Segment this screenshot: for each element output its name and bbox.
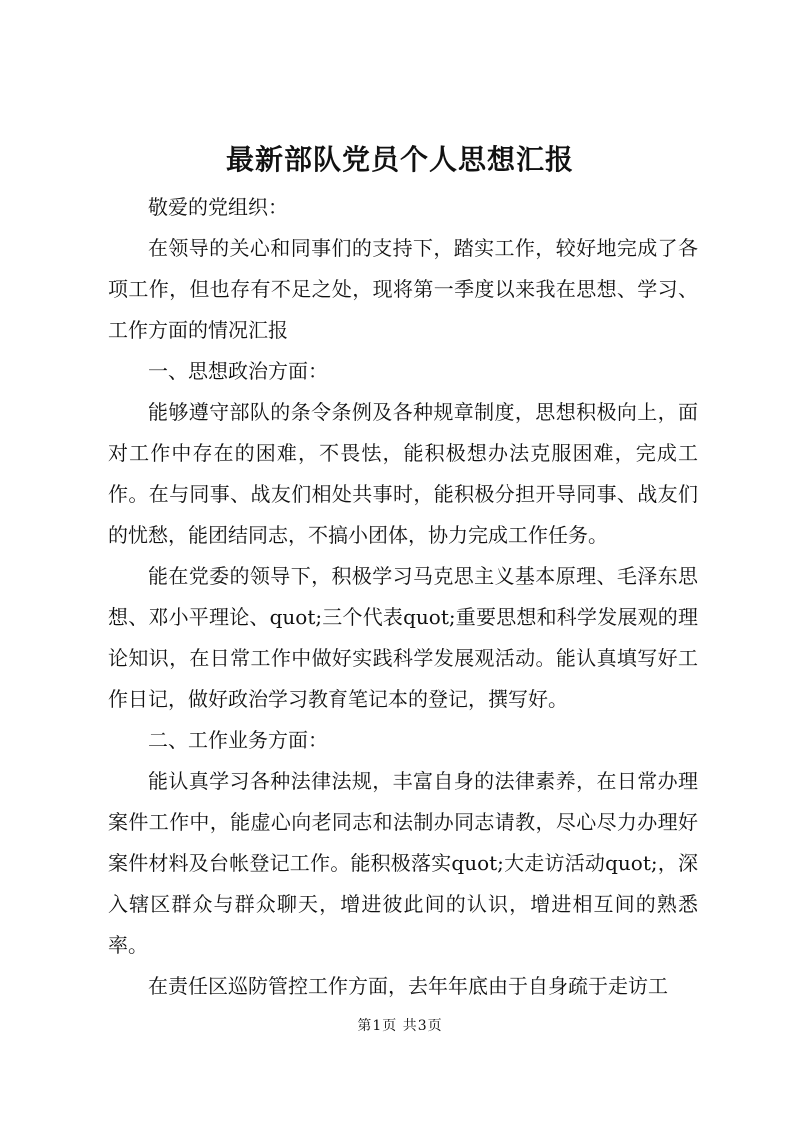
salutation: 敬爱的党组织： — [148, 195, 288, 219]
document-body — [108, 187, 698, 1007]
section-heading-2: 二、工作业务方面： — [148, 728, 328, 752]
paragraph: 在责任区巡防管控工作方面，去年年底由于自身疏于走访工 — [148, 974, 668, 998]
document-title: 最新部队党员个人思想汇报 — [225, 143, 574, 176]
page-footer: 第1页 共3页 — [357, 1018, 443, 1034]
section-heading-1: 一、思想政治方面： — [148, 359, 328, 383]
intro-paragraph: 在领导的关心和同事们的支持下，踏实工作，较好地完成了各项工作，但也存有不足之处，现将第一季度以来我在思想、学习、工作方面的情况汇报 — [108, 236, 698, 342]
paragraph: 能在党委的领导下，积极学习马克思主义基本原理、毛泽东思想、邓小平理论、quot;三个代表quot;重要思想和科学发展观的理论知识，在日常工作中做好实践科学发展观活动。能认真填写好工作日记，做好政治学习教育笔记本的登记，撰写好。 — [108, 564, 698, 711]
paragraph: 能认真学习各种法律法规，丰富自身的法律素养，在日常办理案件工作中，能虚心向老同志和法制办同志请教，尽心尽力办理好案件材料及台帐登记工作。能积极落实quot;大走访活动quot;，深入辖区群众与群众聊天，增进彼此间的认识，增进相互间的熟悉率。 — [108, 769, 698, 957]
paragraph: 能够遵守部队的条令条例及各种规章制度，思想积极向上，面对工作中存在的困难，不畏怯，能积极想办法克服困难，完成工作。在与同事、战友们相处共事时，能积极分担开导同事、战友们的忧愁，能团结同志，不搞小团体，协力完成工作任务。 — [108, 400, 698, 547]
